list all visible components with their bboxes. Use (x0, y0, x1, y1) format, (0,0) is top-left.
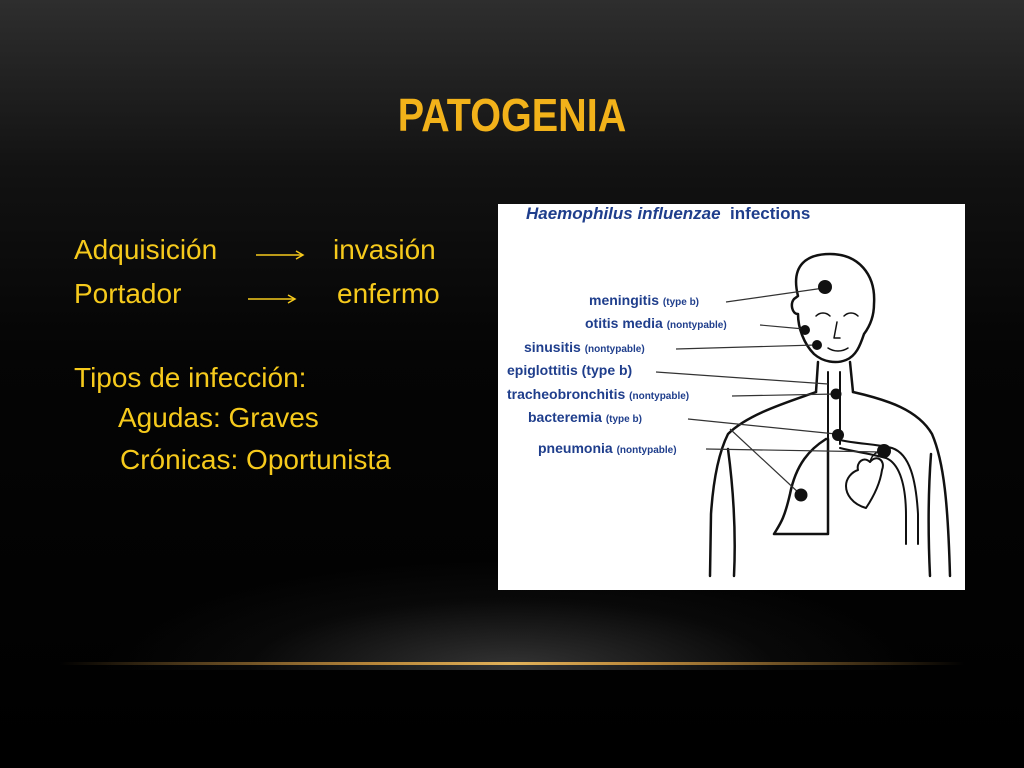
label-sinusitis: sinusitis (nontypable) (524, 339, 645, 355)
slide-title: PATOGENIA (397, 89, 627, 141)
text-invasion: invasión (333, 234, 436, 265)
arrow-icon (248, 293, 298, 305)
label-otitis-media: otitis media (nontypable) (585, 315, 727, 331)
decorative-divider-line (60, 662, 964, 665)
label-pneumonia: pneumonia (nontypable) (538, 440, 677, 456)
text-adquisicion: Adquisición (74, 234, 218, 265)
text-agudas: Agudas: Graves (118, 402, 319, 433)
label-epiglottitis: epiglottitis (type b) (507, 362, 633, 378)
label-tracheobronchitis: tracheobronchitis (nontypable) (507, 386, 690, 402)
text-tipos-de-infeccion: Tipos de infección: (74, 362, 307, 393)
text-enfermo: enfermo (337, 278, 440, 309)
label-bacteremia: bacteremia (type b) (528, 409, 642, 425)
diagram-title-italic: Haemophilus influenzae (526, 204, 721, 223)
diagram-title-rest: infections (730, 204, 811, 223)
infection-diagram (498, 204, 965, 590)
arrow-icon (256, 249, 306, 261)
diagram-title (526, 204, 810, 224)
text-cronicas: Crónicas: Oportunista (120, 444, 391, 475)
text-portador: Portador (74, 278, 182, 309)
label-meningitis: meningitis (type b) (589, 292, 700, 308)
